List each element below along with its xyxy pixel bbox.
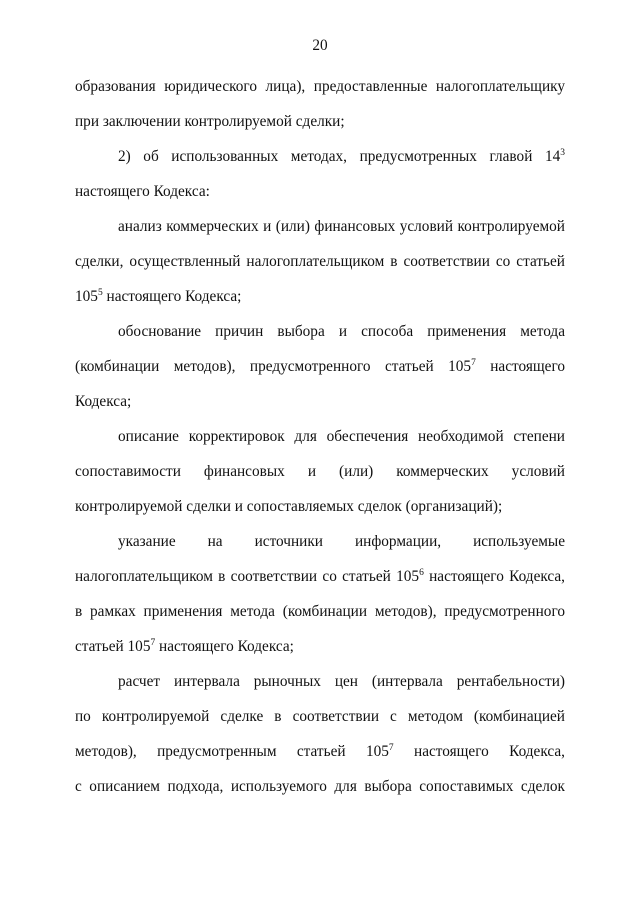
superscript: 6: [419, 568, 424, 578]
text-segment: налогоплательщиком в соответствии со статьей 105: [75, 568, 420, 585]
text-segment: статьей 105: [75, 638, 151, 655]
superscript: 5: [97, 288, 103, 298]
document-body: [75, 69, 565, 804]
text-segment: настоящего Кодекса,: [393, 743, 565, 760]
text-segment: сделки, осуществленный налогоплательщиком в соответствии со статьей: [75, 253, 565, 270]
text-segment: контролируемой сделки и сопоставляемых сделок (организаций);: [75, 498, 503, 515]
text-segment: при заключении контролируемой сделки;: [75, 113, 345, 130]
text-segment: настоящего Кодекса;: [155, 638, 294, 655]
text-segment: настоящего: [475, 358, 566, 375]
superscript: 7: [388, 743, 394, 753]
text-line: [75, 209, 565, 244]
text-line: [75, 419, 565, 454]
text-segment: расчет интервала рыночных цен (интервала рентабельности): [118, 673, 565, 690]
text-line: [75, 139, 565, 174]
text-line: [75, 454, 565, 489]
text-line: [75, 699, 565, 734]
text-segment: описание корректировок для обеспечения необходимой степени: [118, 428, 565, 445]
text-segment: 2) об использованных методах, предусмотренных главой 14: [118, 148, 561, 165]
text-segment: настоящего Кодекса;: [102, 288, 242, 305]
text-line: [75, 314, 565, 349]
text-segment: указание на источники информации, используемые: [118, 533, 565, 550]
text-segment: настоящего Кодекса:: [75, 183, 210, 200]
text-line: [75, 244, 565, 279]
text-segment: в рамках применения метода (комбинации методов), предусмотренного: [75, 603, 565, 620]
text-line: [75, 524, 565, 559]
page-number: 20: [312, 37, 328, 54]
text-segment: Кодекса;: [75, 393, 132, 410]
text-segment: образования юридического лица), предоставленные налогоплательщику: [75, 78, 565, 95]
text-line: [75, 349, 565, 384]
text-segment: с описанием подхода, используемого для выбора сопоставимых сделок: [75, 778, 565, 795]
text-segment: методов), предусмотренным статьей 105: [75, 743, 389, 760]
superscript: 7: [150, 638, 156, 648]
text-line: [75, 664, 565, 699]
text-line: [75, 769, 565, 804]
text-line: [75, 104, 565, 139]
text-segment: настоящего Кодекса,: [423, 568, 565, 585]
text-line: [75, 174, 565, 209]
text-segment: анализ коммерческих и (или) финансовых условий контролируемой: [118, 218, 565, 235]
text-line: [75, 629, 565, 664]
superscript: 3: [560, 148, 565, 158]
text-line: [75, 69, 565, 104]
text-line: [75, 489, 565, 524]
text-line: [75, 279, 565, 314]
text-segment: (комбинации методов), предусмотренного статьей 105: [75, 358, 472, 375]
superscript: 7: [471, 358, 476, 368]
text-segment: 105: [75, 288, 98, 305]
text-line: [75, 384, 565, 419]
text-line: [75, 734, 565, 769]
text-line: [75, 559, 565, 594]
text-segment: обоснование причин выбора и способа применения метода: [118, 323, 565, 340]
text-segment: сопоставимости финансовых и (или) коммерческих условий: [75, 463, 565, 480]
text-line: [75, 594, 565, 629]
text-segment: по контролируемой сделке в соответствии с методом (комбинацией: [75, 708, 565, 725]
